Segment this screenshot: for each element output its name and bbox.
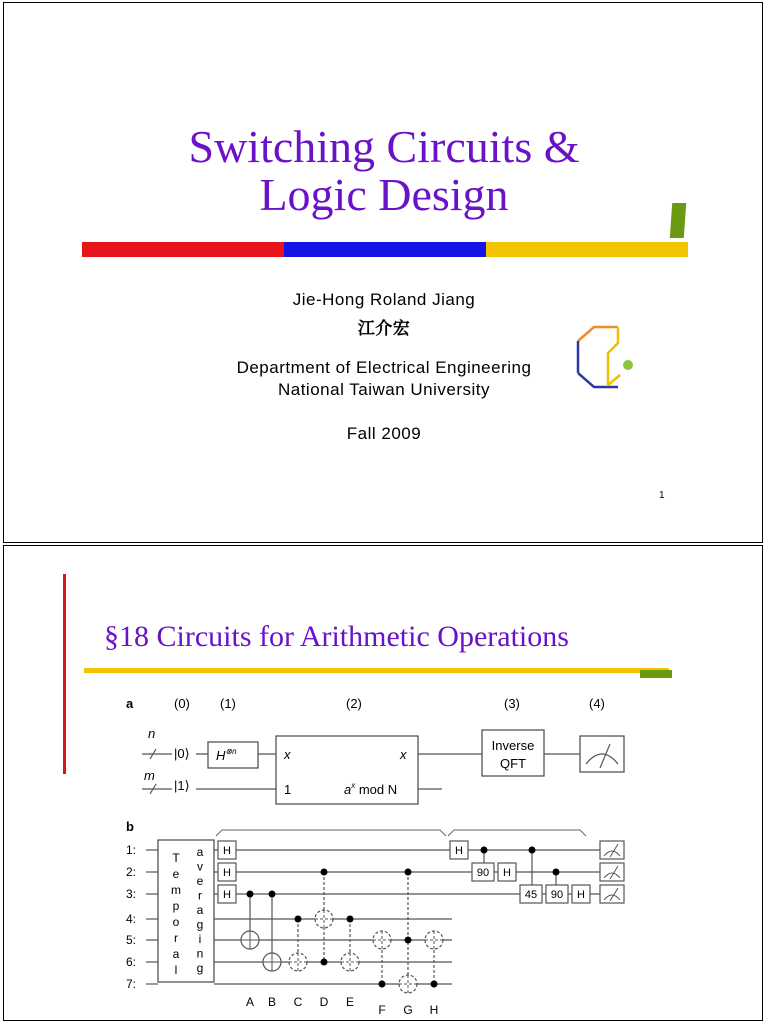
averaging-letter: v: [197, 859, 203, 874]
temporal-letter: T: [172, 851, 180, 865]
term: Fall 2009: [346, 424, 422, 443]
register-m-label: m: [144, 768, 155, 783]
university: National Taiwan University: [277, 380, 491, 399]
qubit-label: 1:: [126, 843, 137, 857]
control-dot: [405, 937, 412, 944]
panel-a: [126, 696, 624, 804]
red-vertical-bar: [63, 574, 66, 774]
control-dot: [431, 981, 438, 988]
gate-label: D: [319, 995, 329, 1009]
author-name: Jie-Hong Roland Jiang: [292, 290, 476, 309]
measurement-meter-icon: [600, 863, 624, 881]
temporal-letter: p: [172, 899, 180, 913]
ket-one: |1⟩: [174, 778, 190, 793]
averaging-letter: e: [196, 874, 204, 888]
averaging-word: [197, 845, 204, 975]
title-line-2: Logic Design: [259, 169, 509, 220]
stage-label-4: (4): [589, 696, 605, 711]
control-dot: [405, 869, 412, 876]
qubit-label: 3:: [126, 887, 137, 901]
temporal-letter: m: [171, 883, 181, 897]
gate-label: H: [429, 1003, 439, 1016]
temporal-averaging-box: [158, 840, 214, 982]
measurement-meter-icon: [600, 885, 624, 903]
author-name-cjk: 江介宏: [357, 319, 411, 338]
measurement-meter-icon: [600, 841, 624, 859]
gate-label: C: [293, 995, 303, 1009]
hadamard-gate-label: $H^{\otimes n}$: [216, 747, 237, 763]
slide-title: §18 Circuits for Arithmetic Operations: [104, 620, 569, 653]
ket-zero: |0⟩: [174, 746, 190, 761]
gate-label: F: [378, 1003, 386, 1016]
averaging-letter: r: [198, 888, 202, 903]
green-accent-block: [640, 670, 672, 678]
stage-label-3: (3): [504, 696, 520, 711]
gate-label: A: [245, 995, 255, 1009]
control-dot: [379, 981, 386, 988]
gate-box-label: 45: [524, 889, 538, 901]
page-number: 1: [659, 490, 665, 501]
averaging-letter: g: [196, 917, 204, 932]
control-dot: [529, 847, 536, 854]
gate-box-label: 90: [550, 889, 564, 901]
averaging-letter: g: [196, 961, 204, 975]
department: Department of Electrical Engineering: [236, 358, 532, 377]
content-slide: [3, 545, 763, 1021]
slide-title: [4, 123, 763, 219]
qubit-label: 2:: [126, 865, 137, 879]
box-input-one: 1: [284, 782, 292, 797]
temporal-letter: l: [174, 963, 178, 977]
control-dot: [347, 916, 354, 923]
averaging-letter: n: [196, 946, 204, 961]
stage-label-2: (2): [346, 696, 362, 711]
control-dot: [269, 891, 276, 898]
gate-box-label: H: [223, 845, 231, 857]
box-input-x: x: [284, 747, 291, 762]
gate-box-label: H: [455, 845, 463, 857]
control-dot: [247, 891, 254, 898]
control-dot: [481, 847, 488, 854]
yellow-bar: [486, 242, 688, 257]
control-dot: [295, 916, 302, 923]
qubit-label: 6:: [126, 955, 137, 969]
qubit-labels: [126, 843, 136, 991]
gate-box-label: H: [503, 867, 511, 879]
gate-label: B: [267, 995, 277, 1009]
box-output-x: x: [400, 747, 407, 762]
stage-label-1: (1): [220, 696, 236, 711]
green-accent-block: [670, 203, 686, 238]
qubit-label: 4:: [126, 912, 137, 926]
gate-box-label: H: [577, 889, 585, 901]
university-logo-icon: [570, 323, 640, 393]
averaging-letter: a: [196, 845, 204, 859]
yellow-underline: [84, 668, 669, 673]
temporal-letter: e: [172, 867, 180, 881]
panel-b: [126, 819, 624, 1016]
control-dot: [321, 959, 328, 966]
register-n-label: n: [148, 726, 156, 741]
qubit-label: 5:: [126, 933, 137, 947]
averaging-letter: i: [198, 932, 202, 946]
box-output-modexp: $a^x$ mod N: [344, 781, 398, 797]
gate-box-label: 90: [476, 867, 490, 879]
gate-label: G: [403, 1003, 413, 1016]
qubit-label: 7:: [126, 977, 137, 991]
averaging-letter: a: [196, 903, 204, 917]
title-slide: [3, 2, 763, 543]
control-dot: [321, 869, 328, 876]
blue-bar: [284, 242, 486, 257]
gate-label: E: [345, 995, 355, 1009]
gate-labels: [246, 995, 438, 1016]
panel-b-label: b: [126, 819, 134, 834]
temporal-letter: o: [172, 915, 180, 929]
temporal-letter: a: [172, 947, 180, 961]
red-bar: [82, 242, 284, 257]
qft-label-line-1: Inverse: [491, 738, 535, 753]
gate-box-label: H: [223, 867, 231, 879]
qft-label-line-2: QFT: [500, 756, 526, 771]
stage-label-0: (0): [174, 696, 190, 711]
control-dot: [553, 869, 560, 876]
gate-box-label: H: [223, 889, 231, 901]
quantum-circuit-figure: [122, 686, 632, 1016]
title-line-1: Switching Circuits &: [188, 121, 580, 172]
circuit-gates: [218, 841, 624, 993]
panel-a-label: a: [126, 696, 134, 711]
temporal-letter: r: [174, 931, 178, 945]
